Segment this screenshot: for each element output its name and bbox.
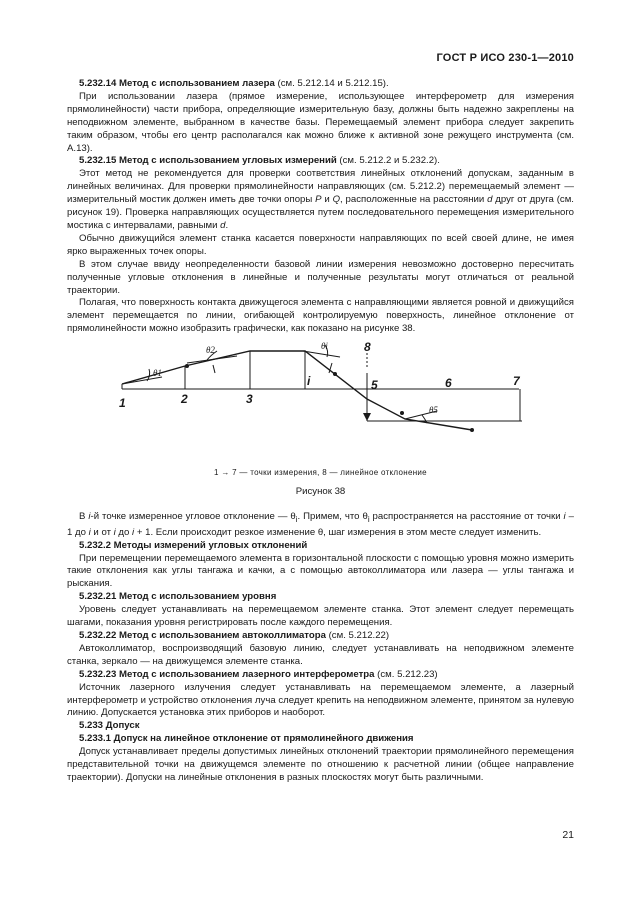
variable: Q bbox=[332, 194, 341, 206]
text-run: -й точке измеренное угловое отклонение — θ bbox=[90, 510, 296, 522]
leader-2 bbox=[213, 365, 215, 373]
label-point-i: i bbox=[307, 374, 311, 389]
label-point-6: 6 bbox=[445, 376, 452, 391]
paragraph: В этом случае ввиду неопределенности базовой линии измерения невозможно достоверно пересчитать полученные угловые отклонения в линейные и полученные результаты могут отличаться от реальной траектории. bbox=[67, 258, 574, 296]
section-number: 5.232.15 bbox=[79, 155, 117, 167]
label-deviation-8: 8 bbox=[364, 341, 371, 355]
section-5-232-15 bbox=[67, 155, 574, 168]
section-5-232-22 bbox=[67, 630, 574, 643]
subscript: i bbox=[367, 514, 370, 524]
section-ref: (см. 5.212.23) bbox=[374, 668, 438, 680]
section-ref: (см. 5.212.14 и 5.212.15). bbox=[274, 78, 389, 89]
variable: i bbox=[563, 510, 566, 522]
document-code: ГОСТ Р ИСО 230-1—2010 bbox=[436, 52, 574, 64]
point-marker bbox=[470, 428, 474, 432]
paragraph: Обычно движущийся элемент станка касается поверхности направляющих по всей своей длине, не имея ярко выраженных точек опоры. bbox=[67, 232, 574, 257]
label-point-2: 2 bbox=[181, 392, 188, 407]
figure-38 bbox=[67, 341, 574, 467]
figure-caption: Рисунок 38 bbox=[295, 486, 346, 498]
variable: i bbox=[88, 510, 91, 522]
section-ref: (см. 5.212.22) bbox=[325, 630, 390, 641]
paragraph: Полагая, что поверхность контакта движущегося элемента с направляющими является ровной и движущийся элемент перемещается по линии, огибающей контролируемую поверхность, линейное отклонение от прямолинейности можно изобразить графически, как показано на рисунке 38. bbox=[67, 297, 574, 335]
section-ref: (см. 5.212.2 и 5.232.2). bbox=[336, 155, 440, 167]
variable: i bbox=[88, 526, 91, 538]
text-run: до bbox=[115, 526, 133, 538]
paragraph: Уровень следует устанавливать на перемещаемом элементе станка. Этот элемент следует перемещать шагами, показания уровня регистрировать после каждого перемещения. bbox=[67, 604, 574, 629]
text-run: В bbox=[79, 510, 89, 522]
text-run: друг от друга (см. рисунок 19). Проверка направляющих осуществляется путем последовательного перемещения измерительного мостика с интервалами, равными bbox=[67, 194, 574, 231]
text-run: и от bbox=[90, 526, 114, 538]
deviation-diagram bbox=[67, 341, 574, 467]
section-title: Метод с использованием лазера bbox=[119, 78, 275, 89]
section-5-232-23 bbox=[67, 669, 574, 682]
section-number: 5.232.14 bbox=[79, 78, 117, 89]
label-point-3: 3 bbox=[246, 392, 253, 407]
text-run: и bbox=[321, 194, 333, 206]
subscript: i bbox=[295, 514, 298, 524]
variable: d bbox=[487, 194, 493, 206]
angle-theta-2: θ2 bbox=[206, 345, 215, 356]
variable: i bbox=[132, 526, 135, 538]
arrow-head bbox=[363, 413, 371, 421]
section-5-233: 5.233 Допуск bbox=[79, 720, 140, 732]
section-title: 5.232.22 Метод с использованием автоколлиматора bbox=[79, 630, 326, 641]
section-5-232-21: 5.232.21 Метод с использованием уровня bbox=[79, 591, 277, 603]
paragraph: При перемещении перемещаемого элемента в горизонтальной плоскости с помощью уровня можно измерить такие отклонения как углы тангажа и качки, а с помощью автоколлиматора или лазера — углы тангажа и рыскания. bbox=[67, 552, 574, 590]
text-run: , расположенные на расстоянии bbox=[340, 194, 488, 206]
tangent-2 bbox=[187, 356, 237, 363]
section-5-232-2: 5.232.2 Методы измерений угловых отклонений bbox=[79, 539, 308, 551]
label-point-5: 5 bbox=[371, 378, 378, 393]
section-title: Метод с использованием угловых измерений bbox=[119, 155, 337, 167]
text-run: + 1. Если происходит резкое изменение θ, шаг измерения в этом месте следует изменить. bbox=[134, 526, 542, 538]
angle-theta-1: θ1 bbox=[153, 368, 162, 379]
paragraph: Источник лазерного излучения следует устанавливать на перемещаемом элементе, а лазерный интерферометр и устройство отклонения луча следует крепить на неподвижном элементе, принятом за нулевую линию. Допускается установка этих приборов и наоборот. bbox=[67, 681, 574, 719]
text-run: распространяется на расстояние от точки bbox=[369, 510, 564, 522]
angle-theta-5: θ5 bbox=[429, 405, 438, 416]
section-title: 5.232.23 Метод с использованием лазерного интерферометра bbox=[79, 668, 375, 680]
angle-theta-i: θi bbox=[321, 341, 328, 352]
label-point-7: 7 bbox=[513, 374, 520, 389]
figure-legend: 1 → 7 — точки измерения, 8 — линейное отклонение bbox=[214, 468, 427, 478]
text-run: – 1 до bbox=[67, 510, 574, 538]
point-marker bbox=[400, 411, 404, 415]
paragraph: Автоколлиматор, воспроизводящий базовую линию, следует устанавливать на неподвижном элементе станка, зеркало — на движущемся элементе станка. bbox=[67, 642, 574, 667]
paragraph: При использовании лазера (прямое измерение, использующее интерферометр для измерения прямолинейности) части прибора, определяющие измерительную базу, должны быть надежно закреплены на неподвижном элементе, выбранном в качестве базы. Перемещаемый элемент прибора следует закрепить таким образом, чтобы его центр располагался как можно ближе к активной зоне режущего инструмента (см. А.13). bbox=[67, 90, 574, 154]
label-point-1: 1 bbox=[119, 396, 126, 411]
variable: P bbox=[315, 194, 322, 206]
variable: d bbox=[220, 219, 226, 231]
text-run: . Примем, что θ bbox=[297, 510, 368, 522]
page-number: 21 bbox=[562, 829, 574, 841]
paragraph bbox=[67, 168, 574, 233]
paragraph: Допуск устанавливает пределы допустимых линейных отклонений траектории прямолинейного перемещения представительной точки на движущемся элементе по отношению к расчетной линии (общее направление траектории). Допуски на линейные отклонения в разных плоскостях могут быть различными. bbox=[67, 746, 574, 783]
point-marker bbox=[333, 372, 337, 376]
point-marker bbox=[185, 364, 189, 368]
page-content bbox=[67, 78, 574, 785]
variable: i bbox=[113, 526, 116, 538]
section-5-233-1: 5.233.1 Допуск на линейное отклонение от прямолинейного движения bbox=[79, 733, 414, 745]
trajectory bbox=[122, 351, 472, 430]
paragraph bbox=[67, 511, 574, 540]
text-run: Этот метод не рекомендуется для проверки соответствия линейных отклонений допускам, заданным в линейных величинах. Для проверки прямолинейности направляющих (см. 5.212.2) перемещаемый элемент — измерительный мостик должен иметь две точки опоры bbox=[67, 168, 574, 206]
text-run: . bbox=[225, 219, 229, 231]
section-5-232-14 bbox=[67, 78, 574, 91]
